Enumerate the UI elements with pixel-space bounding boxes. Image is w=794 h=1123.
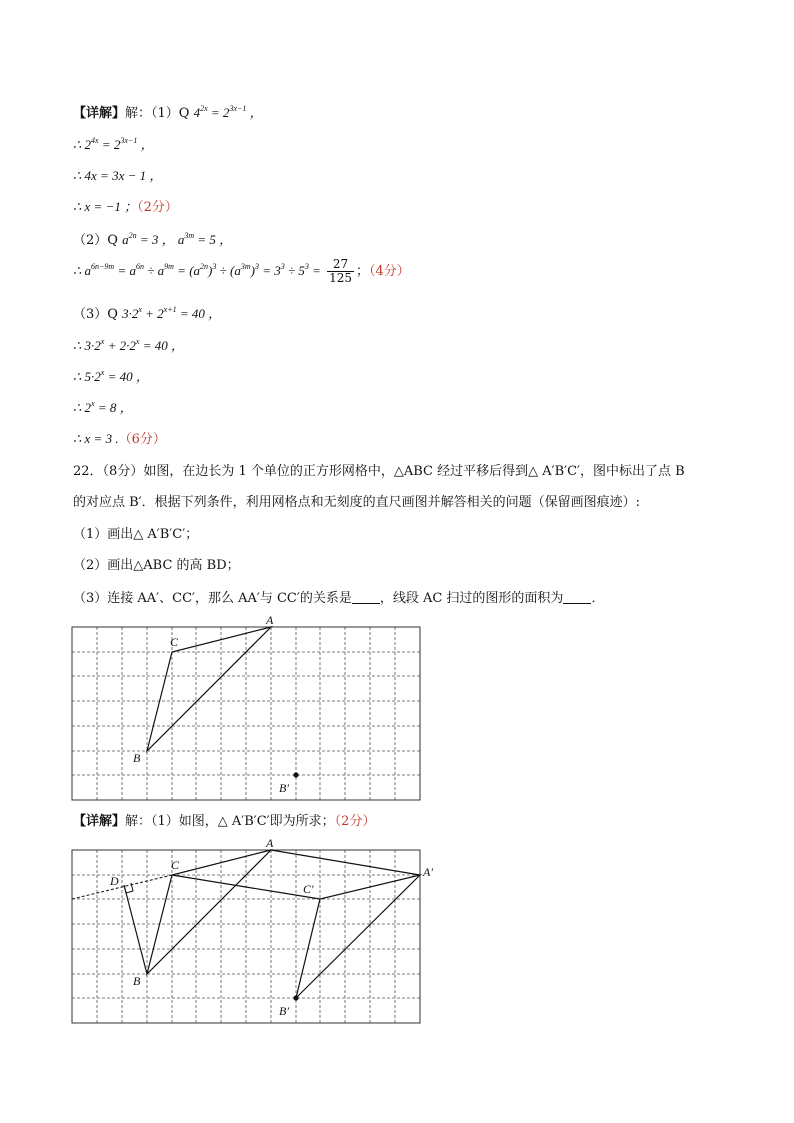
label-a: A: [266, 613, 274, 627]
part2-tail: ；: [355, 264, 369, 279]
score-6: （6分）: [118, 432, 166, 447]
answer-blank-1[interactable]: [352, 591, 380, 604]
part1-line1: [73, 104, 263, 123]
score-2: （2分）: [137, 200, 178, 215]
part1-line2: ∴ $2^{4x} = 2^{3x-1}$ ，: [73, 136, 154, 152]
part1-line3: ∴ 4x = 3x − 1 ，: [73, 168, 163, 183]
q22-sub3-a: （3）连接 AA′、CC′，那么 AA′与 CC′的关系是: [73, 591, 352, 606]
grid-lines-2: [72, 850, 420, 1023]
label-c-2: C: [171, 858, 180, 872]
score-2b: （2分）: [334, 814, 376, 829]
altitude-bd: [124, 885, 147, 974]
part3-line1: （3）Q $3\cdot 2^x + 2^{x+1} = 40$ ，: [73, 305, 222, 322]
label-b-prime-2: B′: [279, 1004, 289, 1018]
point-b-prime-2: [293, 995, 298, 1000]
grid-figure-2: [60, 835, 440, 1030]
jie-label: 解：: [125, 106, 152, 121]
detail-label: 【详解】: [73, 106, 126, 121]
part1-line4: [73, 198, 178, 217]
part3-line2: ∴ $3\cdot 2^x + 2\cdot 2^x = 40$ ，: [73, 337, 184, 353]
score-4: （4分）: [368, 264, 410, 279]
q22-sub2: （2）画出△ABC 的高 BD；: [73, 558, 240, 573]
part1-eq1: $4^{2x} = 2^{3x-1}$ ，: [193, 104, 263, 120]
segment-aa-prime: [271, 850, 420, 875]
q22-line2: 的对应点 B′．根据下列条件，利用网格点和无刻度的直尺画图并解答相关的问题（保留画图痕迹）:: [73, 495, 641, 510]
label-d: D: [110, 874, 119, 888]
triangle-a-prime-b-prime-c-prime: [296, 875, 420, 998]
q22-sub3-c: ．: [591, 591, 605, 606]
answer-text: 解：（1）如图，△ A′B′C′即为所求；: [125, 814, 335, 829]
answer-line: [73, 813, 375, 831]
q22-sub1: （1）画出△ A′B′C′；: [73, 527, 199, 542]
fraction: [327, 258, 354, 285]
label-b-prime: B′: [279, 781, 289, 795]
part3-line5: [73, 430, 166, 449]
label-b: B: [133, 751, 141, 765]
label-c: C: [170, 635, 179, 649]
label-b-2: B: [133, 974, 141, 988]
q22-sub3: [73, 590, 604, 608]
fraction-denominator: 125: [329, 271, 352, 285]
point-b-prime: [293, 772, 298, 777]
q22-line1: 22．（8分）如图，在边长为 1 个单位的正方形网格中，△ABC 经过平移后得到△ A′B′C′，图中标出了点 B: [73, 464, 685, 479]
triangle-abc-2: [147, 850, 271, 974]
label-a-2: A: [266, 836, 274, 850]
detail-label-2: 【详解】: [73, 814, 126, 829]
grid-lines-1: [72, 627, 420, 800]
part1-prefix: （1）Q: [151, 106, 194, 121]
part3-result: ∴ x = 3 .: [73, 431, 119, 446]
label-c-prime: C′: [303, 882, 314, 896]
label-a-prime: A′: [423, 865, 433, 879]
part1-result: ∴ x = −1 ；: [73, 199, 138, 214]
triangle-abc: [147, 627, 271, 751]
part3-line4: ∴ $2^x = 8$ ，: [73, 399, 133, 415]
grid-figure-1: [60, 608, 440, 808]
fraction-numerator: 27: [327, 258, 354, 272]
answer-blank-2[interactable]: [563, 591, 591, 604]
part3-line3: ∴ $5\cdot 2^x = 40$ ，: [73, 368, 149, 384]
q22-sub3-b: ，线段 AC 扫过的图形的面积为: [379, 591, 564, 606]
part2-line1: （2）Q $a^{2n} = 3$ ， $a^{3m} = 5$ ，: [73, 231, 233, 248]
part2-line2: ∴ $a^{6n-9m} = a^{6n} \div a^{9m} = (a^{2n})^3 \div (a^{3m})^3 = 3^3 \div 5^3$ = $\frac{27}{125}$ ；（4分）: [73, 257, 410, 285]
